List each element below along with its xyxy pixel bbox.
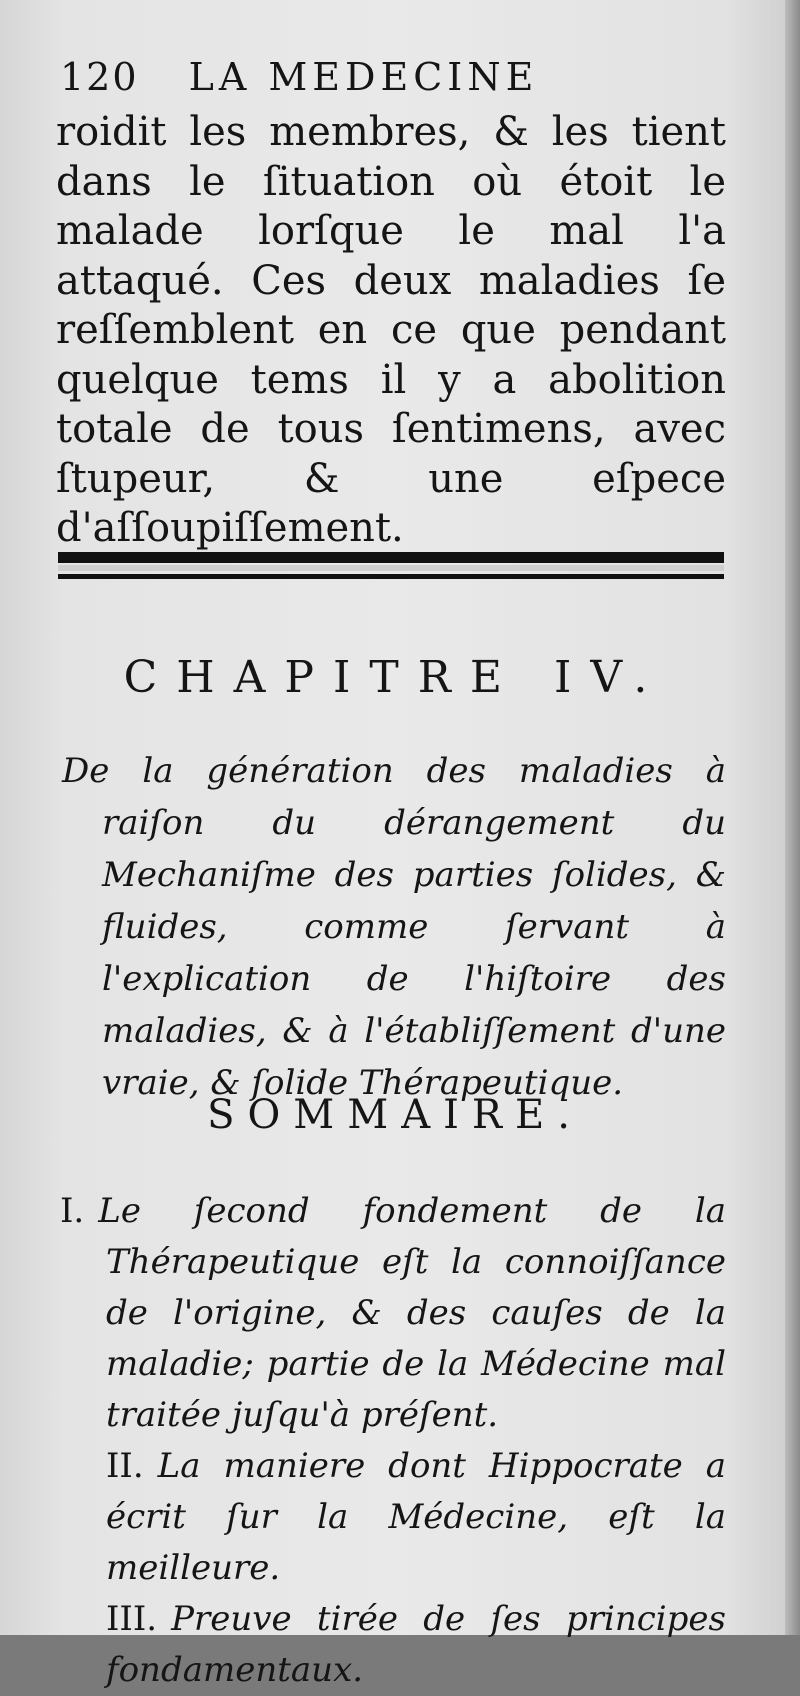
item-text: Le ſecond fondement de la Thérapeutique eſt la connoiſſance de l'origine, & des cauſes de la maladie; partie de la Médecine mal traitée juſqu'à préſent. <box>98 1191 726 1435</box>
sommaire-item <box>60 1441 726 1594</box>
sommaire-item <box>60 1186 726 1441</box>
page-number: 120 <box>60 55 139 99</box>
item-number: II. <box>106 1446 144 1486</box>
double-rule-divider <box>58 552 724 586</box>
chapter-summary: De la génération des maladies à raiſon du dérangement du Mechaniſme des parties ſolides, & fluides, comme ſervant à l'explication de l'hiſtoire des maladies, & à l'établiſſement d'une vraie, & ſolide Thérapeutique. <box>62 751 726 1103</box>
chapter-title: CHAPITRE IV. <box>123 652 667 703</box>
sommaire-item <box>60 1594 726 1696</box>
item-number: III. <box>106 1599 158 1639</box>
running-title: LA MEDECINE <box>188 55 539 99</box>
sommaire-list <box>60 1186 726 1696</box>
rule-gap <box>58 565 724 571</box>
body-paragraph: roidit les membres, & les tient dans le ſituation où étoit le malade lorſque le mal l'a attaqué. Ces deux maladies ſe reſſemblent en ce que pendant quelque tems il y a abolition totale de tous ſentimens, avec ſtupeur, & une eſpece d'aſſoupiſſement. <box>56 109 726 551</box>
page-edge-shadow <box>785 0 800 1635</box>
running-header <box>60 55 538 99</box>
sommaire-heading: SOMMAIRE. <box>207 1092 583 1138</box>
rule-thin-line <box>58 574 724 579</box>
item-text: Preuve tirée de ſes principes fondamentaux. <box>106 1599 726 1690</box>
item-text: La maniere dont Hippocrate a écrit ſur la Médecine, eſt la meilleure. <box>106 1446 726 1588</box>
item-number: I. <box>60 1191 85 1231</box>
rule-thick-line <box>58 552 724 563</box>
